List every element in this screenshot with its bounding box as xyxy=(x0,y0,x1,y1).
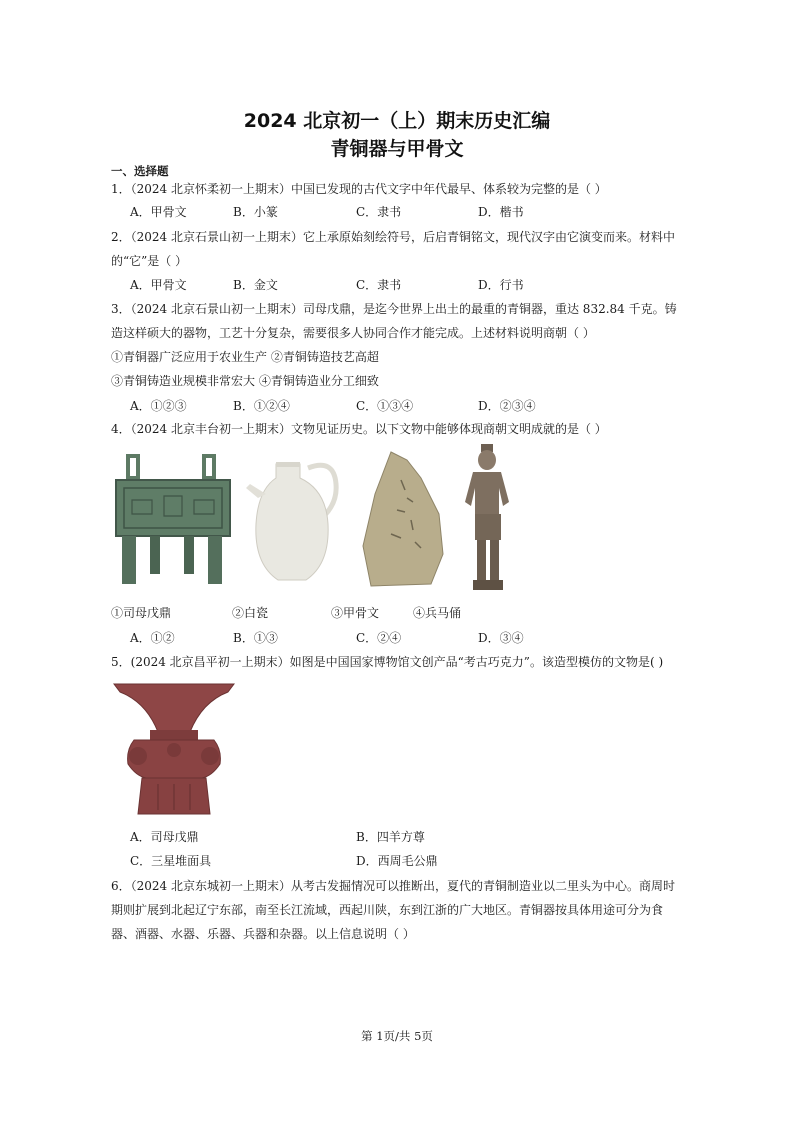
q1-option-d: D．楷书 xyxy=(478,205,524,219)
q1-option-c: C．隶书 xyxy=(356,205,402,219)
page-title: 2024 北京初一（上）期末历史汇编 xyxy=(243,110,551,132)
white-porcelain-image xyxy=(246,458,342,584)
question-5-stem: 5．(2024 北京昌平初一上期末）如图是中国国家博物馆文创产品“考古巧克力”。该造型模仿的文物是( ) xyxy=(111,655,664,669)
q3-option-b: B．①②④ xyxy=(233,399,290,413)
q3-option-a: A．①②③ xyxy=(130,399,187,413)
question-3-stem-line1: 3．（2024 北京石景山初一上期末）司母戊鼎，是迄今世界上出土的最重的青铜器，重达 832.84 千克。铸 xyxy=(111,302,677,316)
question-2-stem-line1: 2．（2024 北京石景山初一上期末）它上承原始刻绘符号，后启青铜铭文，现代汉字由它演变而来。材料中 xyxy=(111,230,675,244)
q4-caption-3: ③甲骨文 xyxy=(331,606,380,620)
q4-option-c: C．②④ xyxy=(356,631,402,645)
simuwu-ding-image xyxy=(112,450,234,588)
q2-option-d: D．行书 xyxy=(478,278,524,292)
terracotta-warrior-image xyxy=(459,442,517,594)
section-heading: 一、选择题 xyxy=(111,164,169,178)
page-footer: 第 1页/共 5页 xyxy=(361,1029,433,1043)
q2-option-c: C．隶书 xyxy=(356,278,402,292)
question-6-stem-line1: 6．（2024 北京东城初一上期末）从考古发掘情况可以推断出，夏代的青铜制造业以二里头为中心。商周时 xyxy=(111,879,675,893)
q5-option-b: B．四羊方尊 xyxy=(356,830,425,844)
q5-option-d: D．西周毛公鼎 xyxy=(356,854,438,868)
q4-option-b: B．①③ xyxy=(233,631,278,645)
page-subtitle: 青铜器与甲骨文 xyxy=(330,138,464,160)
q5-option-a: A．司母戊鼎 xyxy=(130,830,199,844)
q4-option-d: D．③④ xyxy=(478,631,524,645)
question-6-stem-line3: 器、酒器、水器、乐器、兵器和杂器。以上信息说明（ ） xyxy=(111,927,415,941)
q4-caption-1: ①司母戊鼎 xyxy=(111,606,172,620)
q1-option-a: A．甲骨文 xyxy=(130,205,187,219)
question-1-stem: 1．（2024 北京怀柔初一上期末）中国已发现的古代文字中年代最早、体系较为完整的是（ ） xyxy=(111,182,607,196)
question-4-stem: 4．（2024 北京丰台初一上期末）文物见证历史。以下文物中能够体现商朝文明成就的是（ ） xyxy=(111,422,607,436)
question-2-stem-line2: 的“它”是（ ） xyxy=(111,254,188,268)
q2-option-b: B．金文 xyxy=(233,278,278,292)
question-3-stem-line2: 造这样硕大的器物，工艺十分复杂，需要很多人协同合作才能完成。上述材料说明商朝（ ） xyxy=(111,326,595,340)
q2-option-a: A．甲骨文 xyxy=(130,278,187,292)
q1-option-b: B．小篆 xyxy=(233,205,278,219)
q5-option-c: C．三星堆面具 xyxy=(130,854,212,868)
q3-option-c: C．①③④ xyxy=(356,399,414,413)
q4-option-a: A．①② xyxy=(130,631,175,645)
question-6-stem-line2: 期则扩展到北起辽宁东部，南至长江流域，西起川陕，东到江浙的广大地区。青铜器按具体用途可分为食 xyxy=(111,903,664,917)
q4-caption-4: ④兵马俑 xyxy=(413,606,462,620)
q3-option-d: D．②③④ xyxy=(478,399,536,413)
question-3-statement-2: ③青铜铸造业规模非常宏大 ④青铜铸造业分工细致 xyxy=(111,374,379,388)
chocolate-zun-image xyxy=(112,680,236,818)
oracle-bone-image xyxy=(361,450,445,590)
question-3-statement-1: ①青铜器广泛应用于农业生产 ②青铜铸造技艺高超 xyxy=(111,350,379,364)
q4-caption-2: ②白瓷 xyxy=(232,606,269,620)
